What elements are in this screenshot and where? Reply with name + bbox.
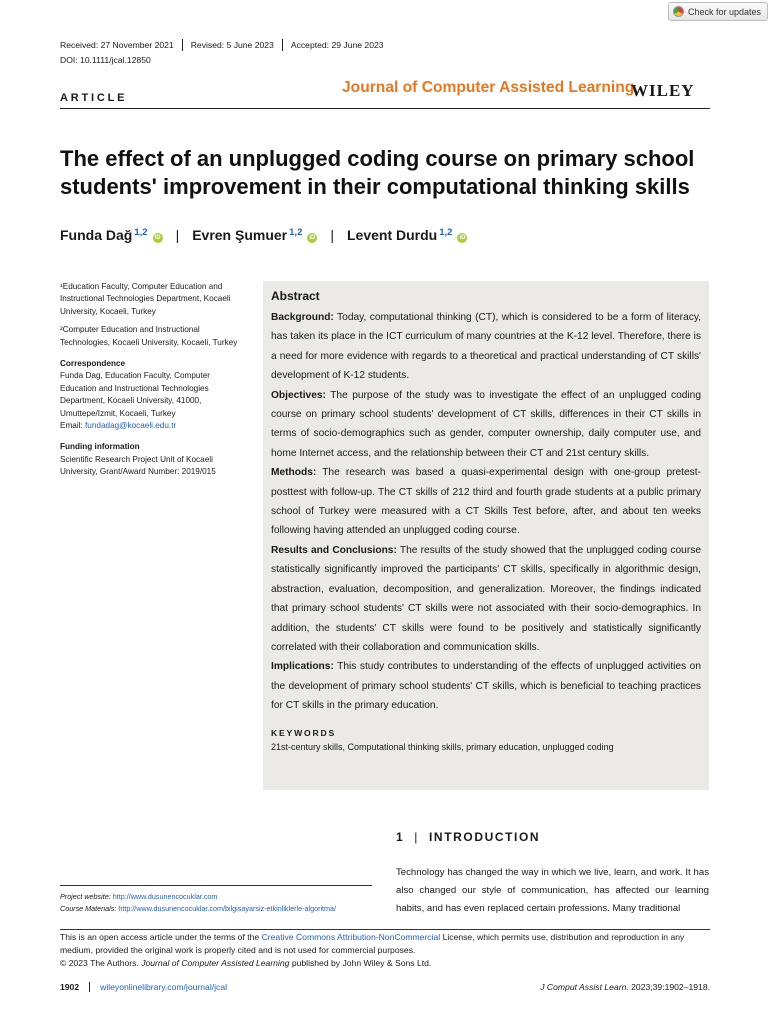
article-title: The effect of an unplugged coding course on primary school students' improvement in their computational thinking skills — [60, 146, 695, 199]
license-notice — [60, 931, 710, 969]
page-footer — [60, 982, 710, 992]
journal-url-link[interactable]: wileyonlinelibrary.com/journal/jcal — [100, 982, 228, 992]
abstract-heading: Abstract — [271, 289, 320, 303]
orcid-icon[interactable]: iD — [459, 235, 466, 241]
author[interactable] — [347, 227, 467, 244]
abstract-background: Background: Today, computational thinking (CT), which is considered to be a form of literacy, has taken its place in the ICT curriculum of many countries at the K-12 level. Therefore, there is a need for more evidence with regards to a theoretical and practical understanding of CT skills' development of K-12 students. — [271, 312, 701, 382]
check-for-updates-label: Check for updates — [688, 6, 762, 17]
author-name: Levent Durdu — [347, 227, 438, 243]
publisher-logo: WILEY — [631, 81, 695, 100]
correspondence-email: Email: fundadag@kocaeli.edu.tr — [60, 421, 177, 431]
abstract-objectives: Objectives: The purpose of the study was to investigate the effect of an unplugged coding course on primary school students' development of CT skills, differences in their CT skills in terms of socio-demographics such as gender, computer ownership, daily computer use, and home Internet access, and the relationship between their CT and 21st century skills. — [271, 389, 701, 459]
journal-name: Journal of Computer Assisted Learning — [342, 79, 635, 96]
received-date: Received: 27 November 2021 — [60, 39, 183, 51]
footnote-course-materials: Course Materials: http://www.dusunencocuklar.com/bilgisayarsiz-etkinliklerle-algoritma/ — [60, 903, 337, 913]
course-materials-link[interactable]: http://www.dusunencocuklar.com/bilgisayarsiz-etkinliklerle-algoritma/ — [118, 903, 337, 913]
author-separator: | — [175, 227, 180, 243]
email-link[interactable]: fundadag@kocaeli.edu.tr — [85, 421, 177, 431]
affiliation-2: ²Computer Education and Instructional Technologies, Kocaeli University, Kocaeli, Turkey — [60, 325, 238, 347]
author-affiliation: 1,2 — [134, 227, 148, 238]
introduction-paragraph: Technology has changed the way in which we live, learn, and work. It has also changed our style of communication, has affected our learning habits, and has even replaced certain professions. Many traditional — [396, 867, 709, 914]
copyright-text: © 2023 The Authors. Journal of Computer Assisted Learning published by John Wiley & Sons Ltd. — [60, 957, 432, 968]
affiliation-1: ¹Education Faculty, Computer Education and Instructional Technologies Department, Kocaeli University, Kocaeli, Turkey — [60, 282, 231, 316]
footnote-divider — [60, 885, 372, 886]
section-title: INTRODUCTION — [429, 830, 541, 844]
revised-date: Revised: 5 June 2023 — [191, 39, 283, 51]
section-heading-introduction — [396, 830, 540, 844]
abstract-implications: Implications: This study contributes to understanding of the effects of unplugged activities on the development of primary school students' CT skills, which is beneficial to teaching practices for CT skills in the primary education. — [271, 661, 701, 712]
author[interactable] — [192, 227, 317, 244]
citation: J Comput Assist Learn. 2023;39:1902–1918. — [540, 982, 710, 992]
keywords-heading: KEYWORDS — [271, 727, 337, 738]
license-link[interactable]: Creative Commons Attribution-NonCommercial — [261, 932, 441, 942]
correspondence-heading: Correspondence — [60, 359, 126, 369]
author-name: Funda Dağ — [60, 227, 133, 243]
author-separator: | — [330, 227, 334, 243]
author[interactable] — [60, 227, 163, 244]
article-type-label: ARTICLE — [60, 92, 128, 104]
funding-text: Scientific Research Project Unit of Kocaeli University, Grant/Award Number: 2019/015 — [60, 454, 216, 477]
accepted-date: Accepted: 29 June 2023 — [290, 40, 384, 50]
project-website-link[interactable]: http://www.dusunencocuklar.com — [112, 892, 218, 901]
abstract-results: Results and Conclusions: The results of the study showed that the unplugged coding course statistically significantly improved the participants' CT skills, specifically in algorithmic design, abstraction, evaluation, decomposition, and generalization. Moreover, the findings indicated that primary school students' CT skills were not associated with their socio-demographics. In addition, the students' CT skills were found to be positively and statistically significantly correlated with their collaboration and communication skills. — [271, 544, 701, 653]
header-divider — [60, 108, 710, 109]
license-divider — [60, 929, 710, 930]
funding-heading: Funding information — [60, 442, 140, 452]
publication-dates — [60, 39, 400, 51]
section-number: 1 — [396, 830, 405, 844]
check-for-updates-button[interactable] — [668, 2, 768, 21]
author-affiliation: 1,2 — [289, 227, 303, 238]
abstract-methods: Methods: The research was based a quasi-experimental design with one-group pretest-posttest with follow-up. The CT skills of 212 third and fourth grade students at a public primary school of Turkey were measured with a CT Skills Test before, after, and about ten weeks following having attended an unplugged coding course. — [271, 467, 701, 537]
correspondence-text: Funda Dag, Education Faculty, Computer Education and Instructional Technologies Department, Kocaeli University, 41000, Umuttepe/Izmit, Kocaeli, Turkey — [60, 371, 211, 418]
author-name: Evren Şumuer — [192, 227, 288, 243]
section-divider: | — [414, 830, 419, 844]
orcid-icon[interactable]: iD — [309, 235, 316, 241]
author-list — [60, 227, 467, 244]
abstract-box — [263, 281, 709, 790]
keywords-list: 21st-century skills, Computational thinking skills, primary education, unplugged coding — [271, 741, 614, 752]
footnote-project-website: Project website: http://www.dusunencocuklar.com — [60, 892, 218, 901]
article-info-column — [60, 281, 240, 485]
orcid-icon[interactable]: iD — [154, 235, 161, 241]
license-text: This is an open access article under the terms of the Creative Commons Attribution-NonCommercial License, which permits use, distribution and reproduction in any medium, provided the original work is properly cited and is not used for commercial purposes. — [60, 932, 685, 955]
author-affiliation: 1,2 — [439, 227, 453, 238]
page-number: 1902 — [60, 982, 90, 992]
doi: DOI: 10.1111/jcal.12850 — [60, 55, 151, 65]
crossmark-icon — [673, 6, 684, 17]
footnotes — [60, 891, 380, 914]
